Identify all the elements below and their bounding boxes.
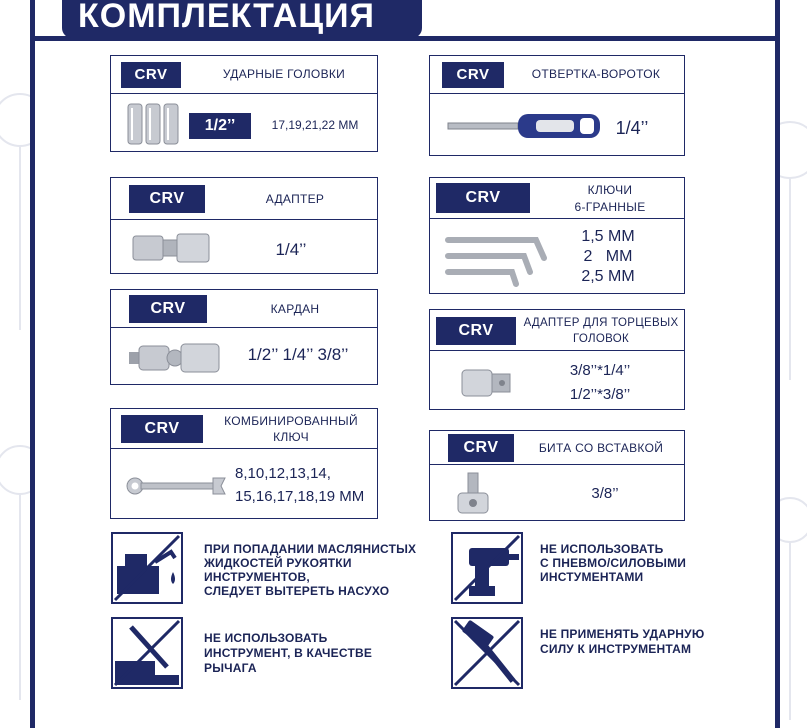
card-title: АДАПТЕР [265, 192, 325, 206]
cardan-sizes: 1/2’’ 1/4’’ 3/8’’ [247, 345, 349, 364]
no-hammer-icon [451, 617, 523, 689]
screwdriver-icon [444, 108, 604, 144]
warning-oil-line4: СЛЕДУЕТ ВЫТЕРЕТЬ НАСУХО [204, 584, 390, 598]
crv-badge: CRV [129, 295, 207, 323]
crv-badge: CRV [121, 62, 181, 88]
warning-impact-line1: НЕ ПРИМЕНЯТЬ УДАРНУЮ [540, 627, 705, 641]
sockets-icon [125, 100, 183, 148]
no-oil-icon [111, 532, 183, 604]
card-cardan [110, 289, 378, 385]
hex-size-1: 1,5 ММ [581, 228, 635, 245]
combination-wrench-icon [125, 471, 229, 501]
card-title-line1: КОМБИНИРОВАННЫЙ [224, 414, 358, 428]
hex-size-3: 2,5 ММ [581, 268, 635, 285]
wrench-sizes-2: 15,16,17,18,19 ММ [235, 488, 365, 505]
drive-size-badge: 1/2’’ [189, 113, 251, 139]
no-power-tools-icon [451, 532, 523, 604]
card-screwdriver [429, 55, 685, 156]
warning-oil-line2: ЖИДКОСТЕЙ РУКОЯТКИ [204, 556, 352, 570]
warning-pneumo-line2: С ПНЕВМО/СИЛОВЫМИ [540, 556, 687, 570]
warning-impact-line2: СИЛУ К ИНСТРУМЕНТАМ [540, 642, 692, 656]
card-adapter [110, 177, 378, 274]
card-socket-adapter [429, 309, 685, 410]
adapter-size: 1/4’’ [275, 240, 307, 259]
socket-adapter-icon [458, 362, 514, 402]
page-title: КОМПЛЕКТАЦИЯ [78, 0, 375, 35]
card-impact-sockets [110, 55, 378, 152]
warning-oil-line1: ПРИ ПОПАДАНИИ МАСЛЯНИСТЫХ [204, 542, 417, 556]
bit-size: 3/8’’ [591, 485, 619, 502]
cardan-icon [125, 338, 225, 378]
card-hex-keys [429, 177, 685, 294]
crv-badge: CRV [129, 185, 205, 213]
crv-badge: CRV [436, 317, 516, 345]
warning-pneumo-line1: НЕ ИСПОЛЬЗОВАТЬ [540, 542, 664, 556]
card-title-line2: ГОЛОВОК [573, 333, 629, 345]
warning-lever-line1: НЕ ИСПОЛЬЗОВАТЬ [204, 631, 328, 645]
crv-badge: CRV [448, 434, 514, 462]
hex-keys-icon [444, 230, 554, 288]
warning-pneumo-line3: ИНСТУМЕНТАМИ [540, 570, 644, 584]
card-title-line1: АДАПТЕР ДЛЯ ТОРЦЕВЫХ [523, 317, 679, 329]
card-title: ОТВЕРТКА-ВОРОТОК [531, 67, 661, 81]
screwdriver-size: 1/4’’ [615, 118, 649, 138]
card-bit [429, 430, 685, 521]
card-title: БИТА СО ВСТАВКОЙ [538, 441, 664, 455]
wrench-sizes-1: 8,10,12,13,14, [235, 465, 331, 482]
adapter-icon [129, 230, 213, 266]
card-title-line2: 6-ГРАННЫЕ [574, 200, 646, 214]
crv-badge: CRV [436, 183, 530, 213]
hex-size-2: 2 ММ [583, 248, 633, 265]
bit-icon [444, 471, 494, 517]
socket-sizes: 17,19,21,22 ММ [271, 118, 359, 132]
card-combo-wrench [110, 408, 378, 519]
crv-badge: CRV [121, 415, 203, 443]
warning-lever-line3: РЫЧАГА [204, 661, 257, 675]
card-title: УДАРНЫЕ ГОЛОВКИ [222, 67, 346, 81]
warning-oil-line3: ИНСТРУМЕНТОВ, [204, 570, 310, 584]
no-lever-icon [111, 617, 183, 689]
socket-adapter-size-2: 1/2’’*3/8’’ [569, 386, 631, 403]
warning-lever-line2: ИНСТРУМЕНТ, В КАЧЕСТВЕ [204, 646, 373, 660]
card-title-line1: КЛЮЧИ [587, 183, 633, 197]
card-title: КАРДАН [270, 302, 320, 316]
crv-badge: CRV [442, 62, 504, 88]
socket-adapter-size-1: 3/8’’*1/4’’ [569, 362, 631, 379]
card-title-line2: КЛЮЧ [273, 430, 309, 444]
